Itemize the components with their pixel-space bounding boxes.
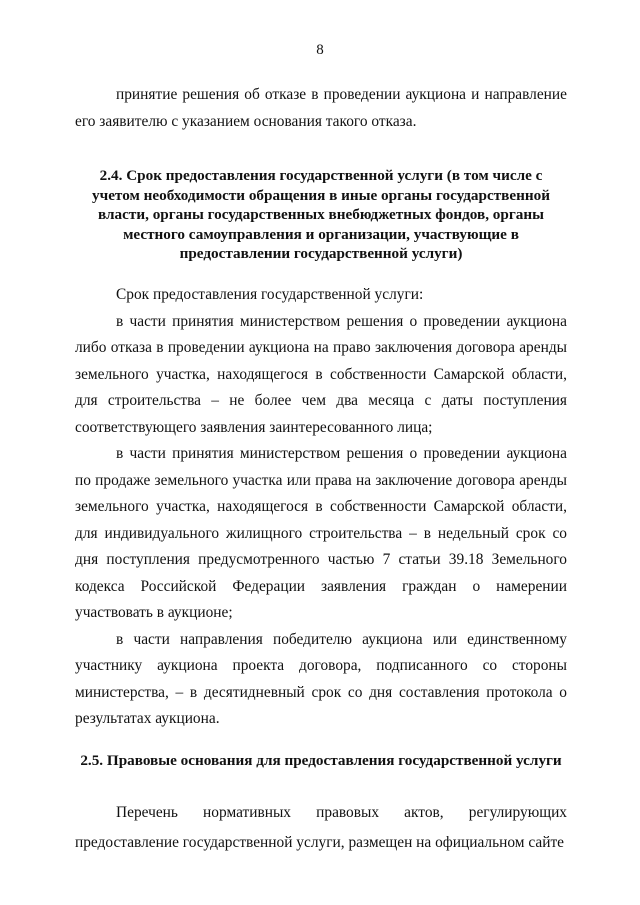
section-2-4-paragraph: в части направления победителю аукциона или единственному участнику аукциона проекта договора, подписанного со стороны министерства, – в десятидневный срок со дня составления протокола о результатах аукциона. (75, 630, 567, 727)
section-2-5-body (75, 798, 567, 858)
intro-block (75, 82, 567, 135)
page-number: 8 (316, 42, 324, 58)
section-2-5-heading: 2.5. Правовые основания для предоставления государственной услуги (80, 752, 562, 769)
section-2-4-heading: 2.4. Срок предоставления государственной услуги (в том числе с учетом необходимости обращения в иные органы государственной власти, органы государственных внебюджетных фондов, органы местного самоуправления и организации, участвующие в предоставлении государственной услуги) (92, 167, 550, 263)
section-2-4-paragraph: в части принятия министерством решения о проведении аукциона либо отказа в проведении аукциона на право заключения договора аренды земельного участка, находящегося в собственности Самарской области, для строительства – не более чем два месяца с даты поступления соответствующего заявления заинтересованного лица; (75, 312, 567, 436)
section-2-4-paragraph: Срок предоставления государственной услуги: (116, 286, 424, 303)
intro-paragraph: принятие решения об отказе в проведении аукциона и направление его заявителю с указанием основания такого отказа. (75, 86, 567, 130)
section-2-5-paragraph: Перечень нормативных правовых актов, регулирующих предоставление государственной услуги, размещен на официальном сайте (75, 804, 567, 851)
section-2-4-paragraph: в части принятия министерством решения о проведении аукциона по продаже земельного участка или права на заключение договора аренды земельного участка, находящегося в собственности Самарской области, для индивидуального жилищного строительства – в недельный срок со дня поступления предусмотренного частью 7 статьи 39.18 Земельного кодекса Российской Федерации заявления граждан о намерении участвовать в аукционе; (75, 445, 567, 621)
section-2-4-body (75, 282, 567, 733)
